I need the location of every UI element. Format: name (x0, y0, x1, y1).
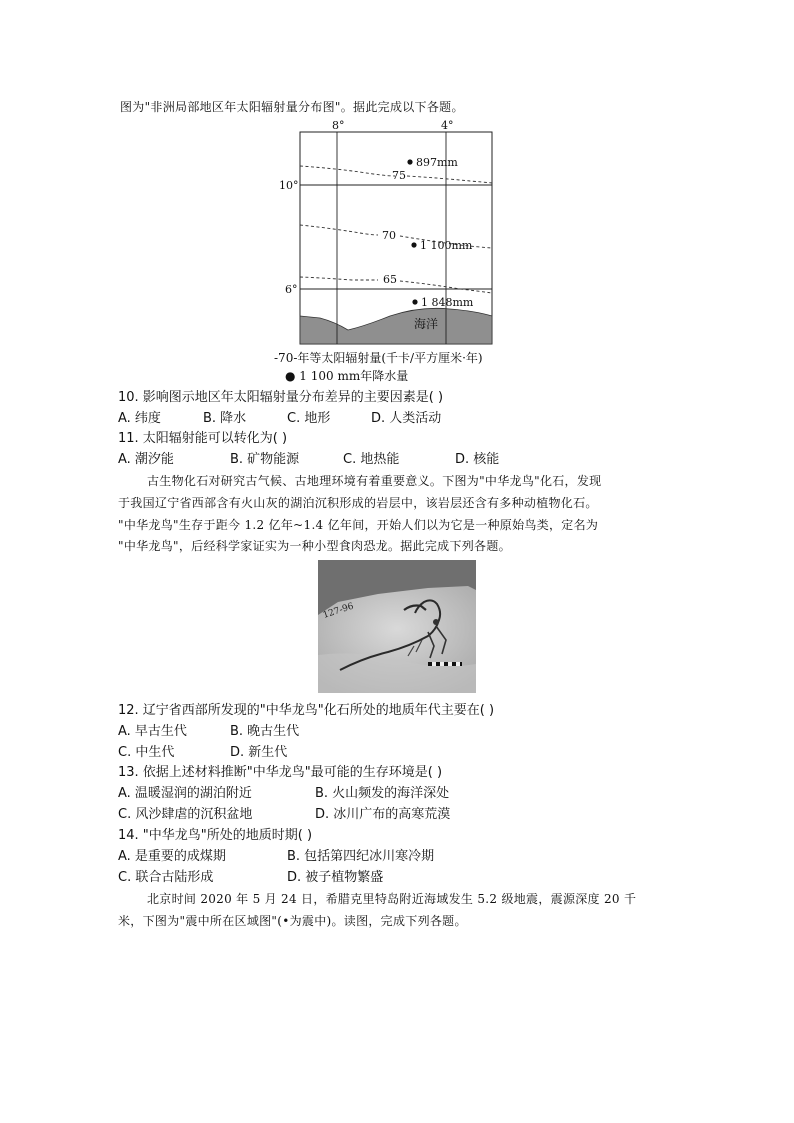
rain-point-label: 897mm (416, 156, 458, 169)
option-b[interactable]: B. 降水 (203, 411, 247, 426)
option-b[interactable]: B. 包括第四纪冰川寒冷期 (287, 849, 435, 864)
passage-2-line: 于我国辽宁省西部含有火山灰的湖泊沉积形成的岩层中，该岩层还含有多种动植物化石。 (118, 496, 598, 510)
option-d[interactable]: D. 冰川广布的高寒荒漠 (315, 807, 451, 822)
option-a[interactable]: A. 是重要的成煤期 (118, 849, 226, 864)
rain-point-dot (412, 299, 417, 304)
passage-3-line: 米，下图为"震中所在区域图"(•为震中)。读图，完成下列各题。 (118, 914, 467, 928)
lat-label-6: 6° (285, 283, 298, 296)
rain-point-label: 1 100mm (420, 239, 473, 252)
ocean-label: 海洋 (414, 317, 439, 331)
passage-2-line: "中华龙鸟"生存于距今 1.2 亿年~1.4 亿年间，开始人们以为它是一种原始鸟类，定名为 (118, 518, 599, 532)
passage-2-line: "中华龙鸟"，后经科学家证实为一种小型食肉恐龙。据此完成下列各题。 (118, 539, 511, 553)
legend-isoline: -70-年等太阳辐射量(千卡/平方厘米·年) (274, 351, 483, 365)
ocean-area (300, 308, 492, 344)
option-a[interactable]: A. 早古生代 (118, 724, 187, 739)
option-d[interactable]: D. 人类活动 (371, 411, 442, 426)
question-13-stem: 13. 依据上述材料推断"中华龙鸟"最可能的生存环境是( ) (118, 765, 443, 780)
option-c[interactable]: C. 地热能 (343, 452, 400, 467)
intro-text: 图为"非洲局部地区年太阳辐射量分布图"。据此完成以下各题。 (120, 100, 464, 114)
question-14-stem: 14. "中华龙鸟"所处的地质时期( ) (118, 828, 313, 843)
fossil-specimen-label: 127-96 (321, 601, 356, 621)
fossil-photo (318, 560, 476, 693)
question-11-stem: 11. 太阳辐射能可以转化为( ) (118, 431, 288, 446)
lat-label-10: 10° (279, 179, 299, 192)
rain-point-dot (411, 242, 416, 247)
question-12-stem: 12. 辽宁省西部所发现的"中华龙鸟"化石所处的地质年代主要在( ) (118, 703, 495, 718)
option-a[interactable]: A. 温暖湿润的湖泊附近 (118, 786, 252, 801)
option-c[interactable]: C. 风沙肆虐的沉积盆地 (118, 807, 253, 822)
option-b[interactable]: B. 矿物能源 (230, 452, 300, 467)
passage-3-line: 北京时间 2020 年 5 月 24 日，希腊克里特岛附近海域发生 5.2 级地震，震源深度 20 千 (147, 892, 637, 906)
option-d[interactable]: D. 核能 (455, 452, 500, 467)
option-b[interactable]: B. 火山频发的海洋深处 (315, 786, 450, 801)
option-a[interactable]: A. 潮汐能 (118, 452, 174, 467)
isoline-label-65: 65 (383, 273, 397, 286)
rain-point-label: 1 848mm (421, 296, 474, 309)
option-c[interactable]: C. 中生代 (118, 745, 175, 760)
legend-rainfall: ● 1 100 mm年降水量 (285, 369, 409, 383)
rain-point-dot (407, 159, 412, 164)
option-a[interactable]: A. 纬度 (118, 411, 161, 426)
option-b[interactable]: B. 晚古生代 (230, 724, 300, 739)
passage-2-line: 古生物化石对研究古气候、古地理环境有着重要意义。下图为"中华龙鸟"化石，发现 (147, 474, 602, 488)
isoline-label-75: 75 (392, 169, 406, 182)
option-c[interactable]: C. 地形 (287, 411, 331, 426)
option-d[interactable]: D. 新生代 (230, 745, 288, 760)
isoline-label-70: 70 (382, 229, 396, 242)
lon-label-4: 4° (441, 119, 454, 132)
question-10-stem: 10. 影响图示地区年太阳辐射量分布差异的主要因素是( ) (118, 390, 444, 405)
option-c[interactable]: C. 联合古陆形成 (118, 870, 214, 885)
option-d[interactable]: D. 被子植物繁盛 (287, 870, 384, 885)
lon-label-8: 8° (332, 119, 345, 132)
solar-radiation-map (0, 0, 794, 390)
